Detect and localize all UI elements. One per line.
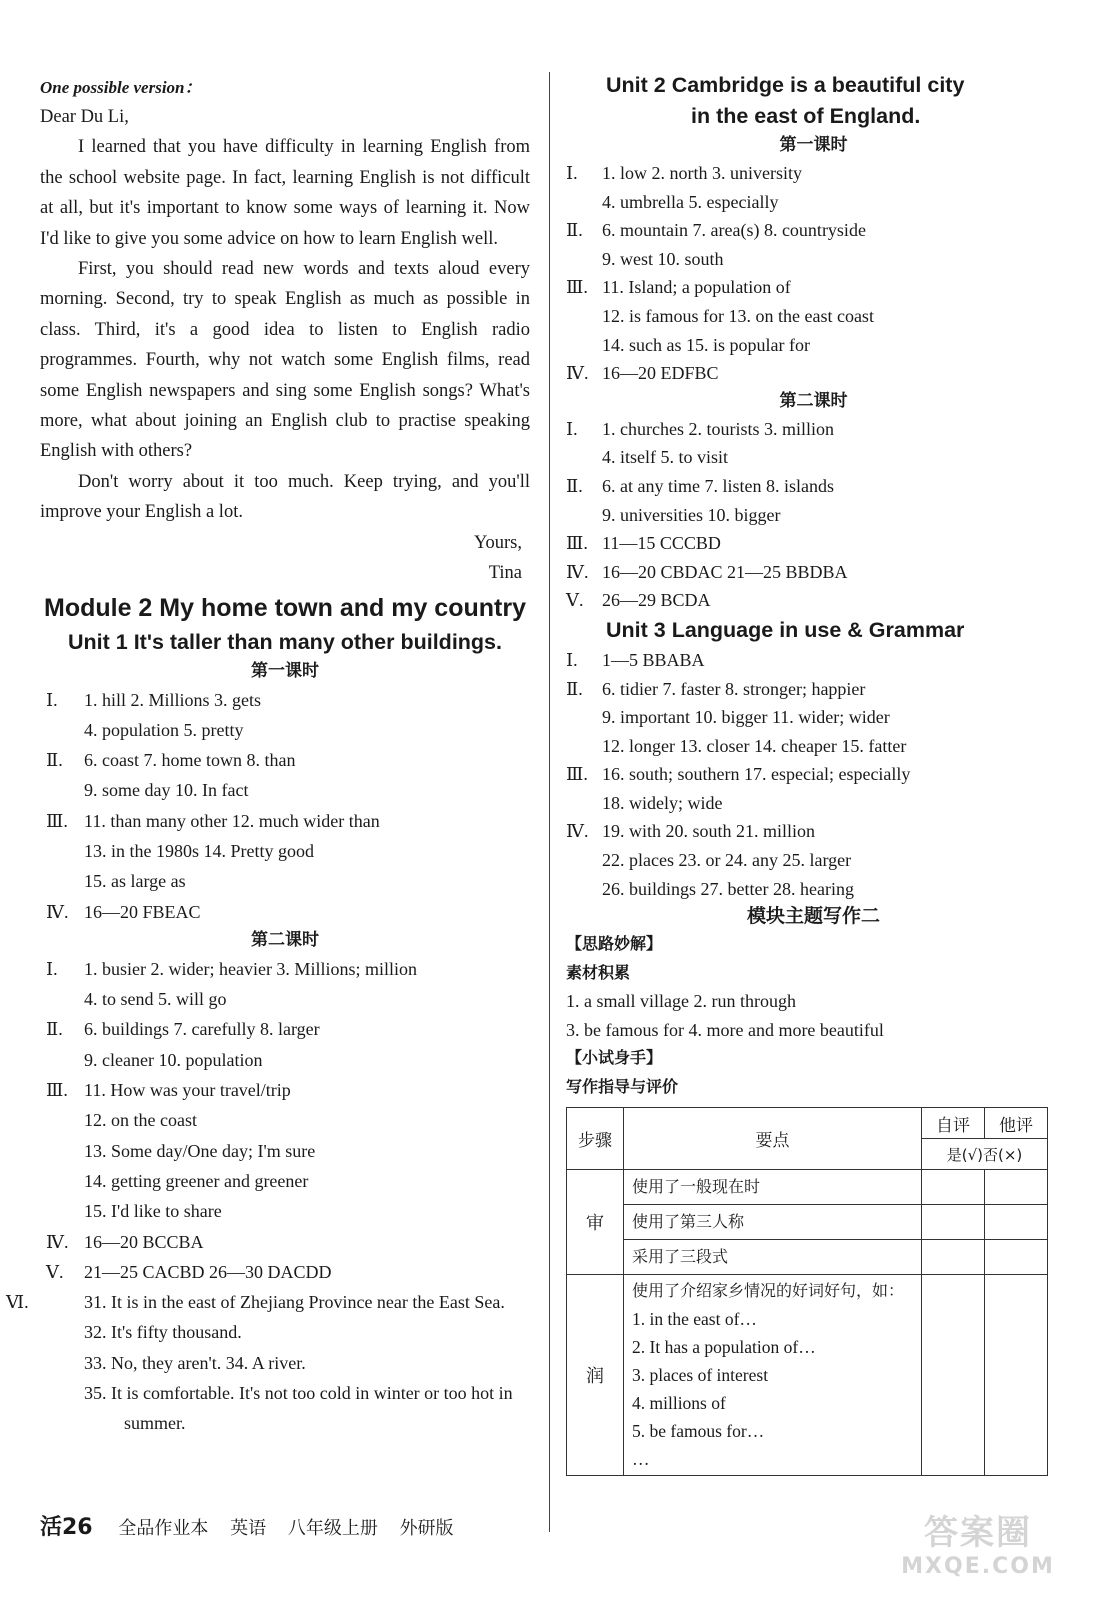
section-numeral: Ⅱ.	[566, 475, 583, 496]
sample-letter	[40, 102, 530, 589]
letter-signature: Tina	[488, 563, 522, 584]
left-column	[6, 70, 530, 1439]
section-numeral: Ⅰ.	[46, 958, 58, 979]
unit2-lesson1-answers	[566, 159, 1061, 388]
answer-row	[566, 415, 1061, 444]
answer-row	[40, 1166, 530, 1196]
header-self-eval: 自评	[922, 1108, 985, 1139]
answer-text: 9. some day 10. In fact	[84, 780, 249, 801]
evaluation-table	[566, 1107, 1048, 1476]
answer-row	[566, 501, 1061, 530]
answer-row	[40, 1136, 530, 1166]
section-numeral: Ⅳ.	[46, 901, 69, 922]
answer-row	[566, 443, 1061, 472]
section-numeral: Ⅲ.	[566, 764, 588, 785]
answer-text: 12. longer 13. closer 14. cheaper 15. fatter	[602, 735, 907, 756]
watermark-line-1: 答案圈	[924, 1513, 1032, 1553]
peer-eval-cell[interactable]	[985, 1205, 1048, 1240]
answer-text: 1. busier 2. wider; heavier 3. Millions; million	[84, 958, 417, 979]
answer-row	[566, 789, 1061, 818]
answer-row	[566, 875, 1061, 904]
section-numeral: Ⅳ.	[566, 363, 589, 384]
answer-text: 18. widely; wide	[602, 792, 723, 813]
answer-row	[566, 529, 1061, 558]
answer-row	[40, 775, 530, 805]
section-numeral: Ⅲ.	[46, 810, 68, 831]
book-title: 全品作业本	[118, 1518, 209, 1539]
step-review: 审	[567, 1170, 624, 1275]
unit1-lesson1-answers	[40, 685, 530, 927]
section-numeral: Ⅱ.	[46, 750, 63, 771]
answer-text: 32. It's fifty thousand.	[84, 1322, 242, 1343]
table-header-row	[567, 1108, 1048, 1139]
answer-text: 6. tidier 7. faster 8. stronger; happier	[602, 678, 866, 699]
letter-closing: Yours,	[474, 532, 522, 553]
section-numeral: Ⅰ.	[566, 418, 578, 439]
answer-row	[566, 586, 1061, 615]
answer-text: 15. I'd like to share	[84, 1201, 222, 1222]
answer-row	[566, 472, 1061, 501]
page-footer	[40, 1510, 470, 1541]
peer-eval-cell[interactable]	[985, 1170, 1048, 1205]
answer-text: 9. west 10. south	[602, 248, 724, 269]
answer-text: 15. as large as	[84, 871, 186, 892]
answer-row	[566, 159, 1061, 188]
section-numeral: Ⅱ.	[46, 1019, 63, 1040]
answer-row	[566, 675, 1061, 704]
point-text: 采用了三段式	[632, 1247, 729, 1267]
answer-text: 1. churches 2. tourists 3. million	[602, 418, 834, 439]
section-numeral: Ⅰ.	[566, 649, 578, 670]
answer-row: Ⅵ. 31. It is in the east of Zhejiang Province near the East Sea.	[6, 1292, 505, 1313]
answer-text: 9. universities 10. bigger	[602, 504, 781, 525]
practice-tag: 【小试身手】	[566, 1048, 663, 1068]
unit3-title: Unit 3 Language in use & Grammar	[606, 617, 965, 642]
answer-text: 13. in the 1980s 14. Pretty good	[84, 840, 314, 861]
table-row	[567, 1170, 1048, 1205]
lesson2-title: 第二课时	[251, 929, 319, 950]
answer-text: 9. cleaner 10. population	[84, 1049, 263, 1070]
answer-text: 14. getting greener and greener	[84, 1170, 309, 1191]
answer-text: 6. coast 7. home town 8. than	[84, 750, 296, 771]
grade: 八年级上册	[287, 1518, 378, 1539]
point-item: 3. places of interest	[632, 1365, 769, 1386]
materials-subtitle: 素材积累	[566, 962, 631, 982]
answer-row	[40, 1105, 530, 1135]
watermark-logo	[898, 1512, 1058, 1586]
answer-text: 26—29 BCDA	[602, 590, 711, 611]
point-cell	[624, 1170, 922, 1205]
edition: 外研版	[399, 1518, 454, 1539]
answer-row	[40, 745, 530, 775]
point-item: 2. It has a population of…	[632, 1337, 816, 1358]
letter-paragraph-2: First, you should read new words and texts aloud every morning. Second, try to speak English as much as possible in class. Third, it's a good idea to listen to English radio programmes. Fourth, why not watch some English films, read some English newspapers and sing some English songs? What's more, what about joining an English club to practise speaking English with others?	[40, 259, 530, 462]
point-item: 5. be famous for…	[632, 1421, 765, 1442]
unit3-answers	[566, 646, 1061, 903]
self-eval-cell[interactable]	[922, 1240, 985, 1275]
answer-row	[566, 817, 1061, 846]
writing-section-title: 模块主题写作二	[746, 905, 880, 928]
answer-row	[40, 1227, 530, 1257]
answer-row	[40, 897, 530, 927]
section-numeral: Ⅰ.	[46, 689, 58, 710]
answer-text: 31. It is in the east of Zhejiang Province near the East Sea.	[84, 1292, 505, 1313]
answer-text: 33. No, they aren't. 34. A river.	[84, 1352, 306, 1373]
point-intro: 使用了介绍家乡情况的好词好句，如：	[632, 1281, 905, 1301]
answer-row	[566, 703, 1061, 732]
section-numeral: Ⅳ.	[566, 561, 589, 582]
answer-text: 12. is famous for 13. on the east coast	[602, 305, 874, 326]
watermark-line-2: MXQE.COM	[901, 1554, 1055, 1579]
answer-row	[40, 1196, 530, 1226]
answer-row	[566, 273, 1061, 302]
answer-text: 21—25 CACBD 26—30 DACDD	[84, 1261, 332, 1282]
table-row	[567, 1275, 1048, 1476]
answer-row	[566, 302, 1061, 331]
letter-paragraph-3: Don't worry about it too much. Keep trying, and you'll improve your English a lot.	[40, 471, 530, 523]
peer-eval-cell[interactable]	[985, 1240, 1048, 1275]
point-cell	[624, 1240, 922, 1275]
answer-row	[566, 216, 1061, 245]
answer-row	[40, 866, 530, 896]
step-polish: 润	[567, 1275, 624, 1476]
peer-eval-cell[interactable]	[985, 1275, 1048, 1476]
answer-row	[40, 1378, 530, 1439]
unit2-title-line1: Unit 2 Cambridge is a beautiful city	[606, 73, 965, 97]
answer-text: 6. buildings 7. carefully 8. larger	[84, 1019, 320, 1040]
letter-salutation: Dear Du Li,	[40, 107, 129, 127]
header-points: 要点	[624, 1108, 922, 1170]
section-numeral: Ⅴ.	[566, 590, 584, 611]
answer-row	[40, 1317, 530, 1347]
answer-text: 26. buildings 27. better 28. hearing	[602, 878, 854, 899]
section-numeral: Ⅳ.	[566, 821, 589, 842]
lesson1-title: 第一课时	[779, 135, 848, 155]
point-item: 4. millions of	[632, 1393, 726, 1414]
answer-text: 16—20 EDFBC	[602, 363, 719, 384]
section-numeral: Ⅰ.	[566, 163, 578, 183]
sample-intro: One possible version：	[40, 78, 202, 97]
point-item: …	[632, 1449, 650, 1470]
table-row	[567, 1240, 1048, 1275]
right-column	[566, 70, 1061, 1476]
point-cell	[624, 1275, 922, 1476]
unit1-lesson2-answers	[6, 954, 530, 1439]
answer-row	[40, 1045, 530, 1075]
point-text: 使用了第三人称	[632, 1212, 745, 1232]
unit2-lesson2-answers	[566, 415, 1061, 615]
answer-row	[566, 331, 1061, 360]
guide-subtitle: 写作指导与评价	[566, 1076, 679, 1096]
answer-row	[566, 245, 1061, 274]
section-numeral: Ⅴ.	[46, 1261, 64, 1282]
answer-text: 4. population 5. pretty	[84, 719, 244, 740]
answer-text: 13. Some day/One day; I'm sure	[84, 1140, 316, 1161]
answer-text: 16—20 FBEAC	[84, 901, 201, 922]
letter-paragraph-1: I learned that you have difficulty in learning English from the school website page. In fact, learning English is not difficult at all, but it's important to know some ways of learning it. Now I'd like to give you some advice on how to learn English well.	[40, 137, 530, 249]
answer-row	[566, 188, 1061, 217]
answer-text: 1. hill 2. Millions 3. gets	[84, 689, 262, 710]
answer-text: 4. umbrella 5. especially	[602, 191, 779, 212]
lesson1-title: 第一课时	[251, 660, 319, 681]
answer-text: 11. than many other 12. much wider than	[84, 810, 380, 831]
point-cell	[624, 1205, 922, 1240]
answer-row	[566, 732, 1061, 761]
answer-text: 16. south; southern 17. especial; especially	[602, 764, 911, 785]
answer-text: 16—20 CBDAC 21—25 BBDBA	[602, 561, 848, 582]
table-row	[567, 1205, 1048, 1240]
answer-text: 9. important 10. bigger 11. wider; wider	[602, 707, 890, 728]
answer-text: 1—5 BBABA	[602, 649, 705, 670]
answer-row	[566, 760, 1061, 789]
section-numeral: Ⅱ.	[566, 220, 583, 241]
module-title: Module 2 My home town and my country	[44, 593, 526, 622]
materials-line-2: 3. be famous for 4. more and more beautiful	[566, 1019, 884, 1040]
section-numeral: Ⅱ.	[566, 678, 583, 699]
header-peer-eval: 他评	[985, 1108, 1048, 1139]
answer-text: 16—20 BCCBA	[84, 1231, 204, 1252]
subject: 英语	[230, 1518, 267, 1539]
answer-row	[40, 1348, 530, 1378]
point-text: 使用了一般现在时	[632, 1177, 761, 1197]
self-eval-cell[interactable]	[922, 1205, 985, 1240]
answer-text: 1. low 2. north 3. university	[602, 163, 802, 183]
answer-row	[40, 1014, 530, 1044]
answer-row	[40, 685, 530, 715]
section-numeral: Ⅲ.	[46, 1080, 68, 1101]
answer-text: 11. How was your travel/trip	[84, 1080, 291, 1101]
answer-row	[40, 715, 530, 745]
section-numeral: Ⅲ.	[566, 277, 588, 298]
materials-line-1: 1. a small village 2. run through	[566, 991, 796, 1012]
lesson2-title: 第二课时	[779, 390, 848, 411]
answer-text: 14. such as 15. is popular for	[602, 334, 810, 355]
answer-text: 11—15 CCCBD	[602, 533, 721, 554]
answer-text: 4. itself 5. to visit	[602, 447, 728, 468]
column-divider	[549, 72, 550, 1532]
section-numeral: Ⅳ.	[46, 1231, 69, 1252]
self-eval-cell[interactable]	[922, 1170, 985, 1205]
tips-tag: 【思路妙解】	[566, 934, 663, 954]
answer-row	[40, 1075, 530, 1105]
answer-row	[566, 359, 1061, 388]
answer-row	[566, 646, 1061, 675]
answer-text: 6. at any time 7. listen 8. islands	[602, 475, 834, 496]
answer-row	[40, 1257, 530, 1287]
answer-text: 11. Island; a population of	[602, 277, 791, 298]
unit2-title-line2: in the east of England.	[691, 104, 921, 128]
self-eval-cell[interactable]	[922, 1275, 985, 1476]
page-number: 活26	[40, 1515, 93, 1540]
section-numeral: Ⅲ.	[566, 533, 588, 554]
answer-row	[40, 984, 530, 1014]
answer-row	[40, 954, 530, 984]
answer-row	[40, 836, 530, 866]
answer-row	[566, 846, 1061, 875]
unit1-title: Unit 1 It's taller than many other buildings.	[68, 629, 502, 654]
answer-text: 6. mountain 7. area(s) 8. countryside	[602, 220, 866, 241]
answer-text: 12. on the coast	[84, 1110, 197, 1131]
answer-text: 35. It is comfortable. It's not too cold in winter or too hot in summer.	[84, 1383, 513, 1434]
point-item: 1. in the east of…	[632, 1309, 757, 1330]
header-step: 步骤	[567, 1108, 624, 1170]
answer-text: 19. with 20. south 21. million	[602, 821, 816, 842]
answer-row	[40, 806, 530, 836]
header-yes-no: 是(√)否(×)	[922, 1139, 1048, 1170]
answer-text: 4. to send 5. will go	[84, 989, 227, 1010]
answer-row	[566, 558, 1061, 587]
answer-text: 22. places 23. or 24. any 25. larger	[602, 850, 852, 871]
